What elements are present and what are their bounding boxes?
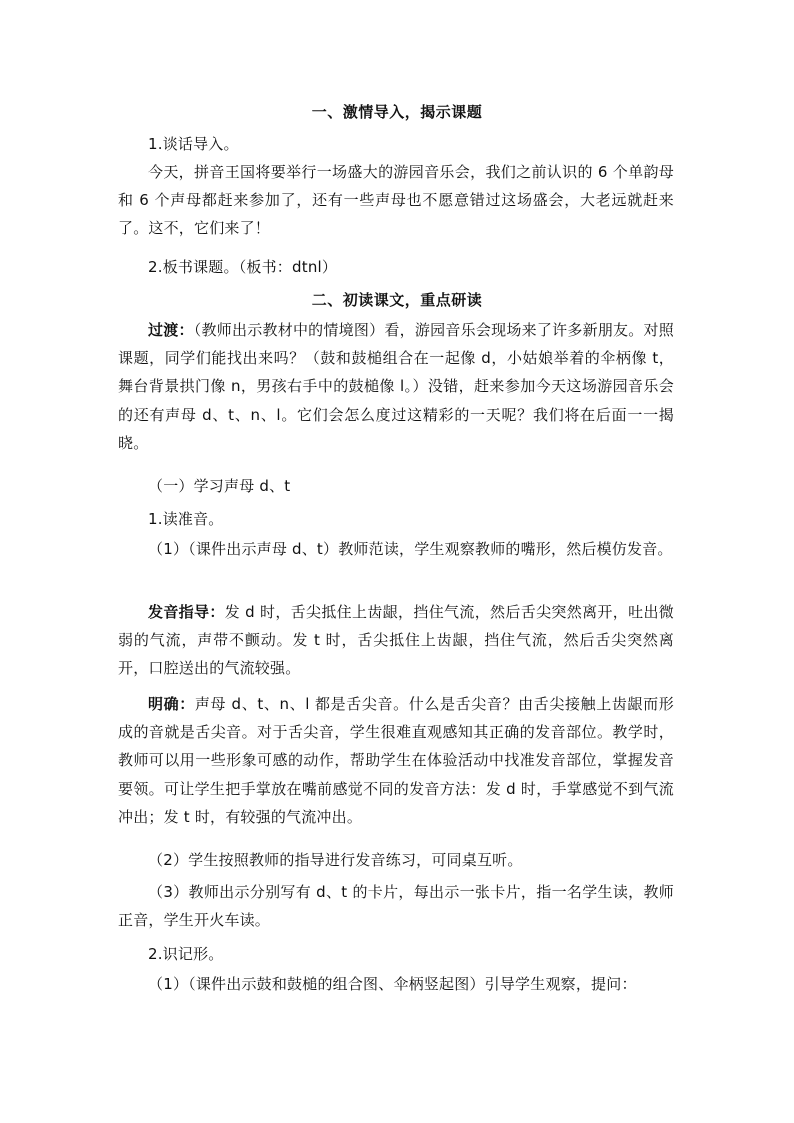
section-heading-1: 一、激情导入，揭示课题	[311, 103, 483, 121]
clarify-label: 明确：	[148, 695, 195, 713]
pronunciation-guide-label: 发音指导：	[148, 603, 225, 621]
paragraph-pronunciation-guide	[118, 598, 674, 683]
section-heading-2: 二、初读课文，重点研读	[311, 291, 483, 309]
paragraph-shape-step-1: （1）（课件出示鼓和鼓槌的组合图、伞柄竖起图）引导学生观察，提问：	[148, 975, 637, 993]
paragraph-subsection-dt: （一）学习声母 d、t	[148, 477, 291, 495]
paragraph-step-3: （3）教师出示分别写有 d、t 的卡片，每出示一张卡片，指一名学生读，教师正音，学生开火车读。	[118, 883, 674, 930]
paragraph-read-sound: 1.读准音。	[148, 510, 224, 528]
paragraph-recognize-shape: 2.识记形。	[148, 945, 224, 963]
paragraph-talk-intro: 1.谈话导入。	[148, 135, 239, 153]
paragraph-step-2: （2）学生按照教师的指导进行发音练习，可同桌互听。	[148, 851, 523, 869]
transition-label: 过渡：	[148, 321, 194, 339]
clarify-text: 声母 d、t、n、l 都是舌尖音。什么是舌尖音？由舌尖接触上齿龈而形成的音就是舌尖音。对于舌尖音，学生很难直观感知其正确的发音部位。教学时，教师可以用一些形象可感的动作，帮助学生在体验活动中找准发音部位，掌握发音要领。可让学生把手掌放在嘴前感觉不同的发音方法：发 d 时，手掌感觉不到气流冲出；发 t 时，有较强的气流冲出。	[118, 695, 674, 826]
paragraph-clarify	[118, 690, 674, 831]
pronunciation-guide-text: 发 d 时，舌尖抵住上齿龈，挡住气流，然后舌尖突然离开，吐出微弱的气流，声带不颤动。发 t 时，舌尖抵住上齿龈，挡住气流，然后舌尖突然离开，口腔送出的气流较强。	[118, 603, 674, 678]
paragraph-board-title: 2.板书课题。（板书：dtnl）	[148, 258, 338, 276]
paragraph-story-intro: 今天，拼音王国将要举行一场盛大的游园音乐会，我们之前认识的 6 个单韵母和 6 个声母都赶来参加了，还有一些声母也不愿意错过这场盛会，大老远就赶来了。这不，它们来了！	[118, 163, 674, 238]
transition-text: （教师出示教材中的情境图）看，游园音乐会现场来了许多新朋友。对照课题，同学们能找出来吗？（鼓和鼓槌组合在一起像 d，小姑娘举着的伞柄像 t，舞台背景拱门像 n，男孩右手中的鼓槌像 l。）没错，赶来参加今天这场游园音乐会的还有声母 d、t、n、l。它们会怎么度过这精彩的一天呢？我们将在后面一一揭晓。	[118, 321, 674, 452]
paragraph-transition	[118, 316, 674, 457]
paragraph-step-1: （1）（课件出示声母 d、t）教师范读，学生观察教师的嘴形，然后模仿发音。	[148, 540, 673, 558]
